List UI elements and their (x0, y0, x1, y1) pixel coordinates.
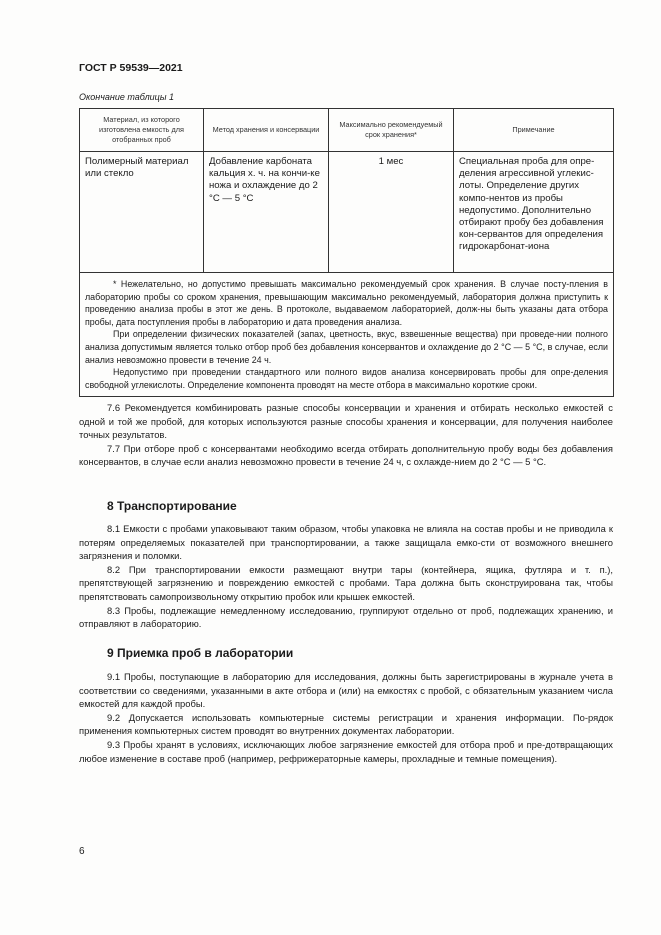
section7-paragraphs (79, 401, 613, 469)
section9-title: 9 Приемка проб в лаборатории (107, 646, 294, 660)
table-footnotes (80, 273, 614, 397)
paragraph: 7.6 Рекомендуется комбинировать разные способы консервации и хранения и отбирать несколько емкостей с одной и той же пробой, для которых используются разные способы хранения и консервации, для получения наиболее точных результатов. (79, 402, 613, 441)
paragraph: 9.2 Допускается использовать компьютерные системы регистрации и хранения информации. По-рядок применения компьютерных систем проводят во внутренних документах лаборатории. (79, 711, 613, 737)
section9-paragraphs (79, 670, 613, 765)
cell-method: Добавление карбоната кальция х. ч. на кончи-ке ножа и охлаждение до 2 °С — 5 °С (204, 152, 329, 273)
column-header-term: Максимально рекомендуемый срок хранения* (329, 109, 454, 152)
section8-paragraphs (79, 522, 613, 631)
footnote: * Нежелательно, но допустимо превышать максимально рекомендуемый срок хранения. В случае посту-пления в лабораторию пробы со сроком хранения, превышающим максимально рекомендуемый, лаборатория должна приступить к проведению анализа пробы в этот же день. В протоколе, выдаваемом лабораторией, долж-ны быть указаны дата отбора пробы, дата поступления пробы в лабораторию и дата проведения анализа. (85, 279, 608, 327)
footnote: Недопустимо при проведении стандартного или полного видов анализа консервировать пробы для опре-деления свободной углекислоты. Определение компонента проводят на месте отбора в максимально короткие сроки. (85, 367, 608, 390)
footnote: При определении физических показателей (запах, цветность, вкус, взвешенные вещества) при проведе-нии полного анализа допустимым является только отбор проб без добавления консервантов и охлаждение до 2 °С — 5 °С, в случае, если анализ невозможно провести в течение 24 ч. (85, 329, 608, 365)
table-footnote-row (80, 273, 614, 397)
document-header: ГОСТ Р 59539—2021 (79, 62, 183, 74)
column-header-method: Метод хранения и консервации (204, 109, 329, 152)
table-row (80, 152, 614, 273)
section8-title: 8 Транспортирование (107, 499, 237, 513)
paragraph: 8.3 Пробы, подлежащие немедленному исследованию, группируют отдельно от проб, подлежащих хранению, и отправляют в лабораторию. (79, 604, 613, 630)
paragraph: 9.3 Пробы хранят в условиях, исключающих любое загрязнение емкостей для отбора проб и пре-дотвращающих любое изменение в составе проб (например, рефрижераторные камеры, прохладные и темные помещения). (79, 738, 613, 764)
paragraph: 8.1 Емкости с пробами упаковывают таким образом, чтобы упаковка не влияла на состав пробы и не приводила к потерям определяемых показателей при транспортировании, а также защищала емко-сти от возможного внешнего загрязнения и поломки. (79, 523, 613, 562)
paragraph: 8.2 При транспортировании емкости размещают внутри тары (контейнера, ящика, футляра и т. п.), препятствующей загрязнению и повреждению емкостей с пробами. Тара должна быть сконструирована так, чтобы препятствовать самопроизвольному открытию пробок или крышек емкостей. (79, 563, 613, 602)
table-caption: Окончание таблицы 1 (79, 92, 174, 102)
cell-term: 1 мес (329, 152, 454, 273)
table-header-row (80, 109, 614, 152)
page-number: 6 (79, 846, 85, 857)
storage-table (79, 108, 614, 397)
column-header-material: Материал, из которого изготовлена емкость для отобранных проб (80, 109, 204, 152)
cell-note: Специальная проба для опре-деления агрессивной углекис-лоты. Определение других компо-нентов из пробы недопустимо. Дополнительно отбирают пробу без добавления кон-сервантов для определения гидрокарбонат-иона (454, 152, 614, 273)
paragraph: 7.7 При отборе проб с консервантами необходимо всегда отбирать дополнительную пробу воды без добавления консервантов, в случае если анализ невозможно провести в течение 24 ч, с охлажде-нием до 2 °С — 5 °С. (79, 442, 613, 468)
cell-material: Полимерный материал или стекло (80, 152, 204, 273)
column-header-note: Примечание (454, 109, 614, 152)
paragraph: 9.1 Пробы, поступающие в лабораторию для исследования, должны быть зарегистрированы в журнале учета в соответствии со сведениями, указанными в акте отбора и (или) на емкостях с пробой, с обязательным указанием числа емкостей для каждой пробы. (79, 671, 613, 710)
